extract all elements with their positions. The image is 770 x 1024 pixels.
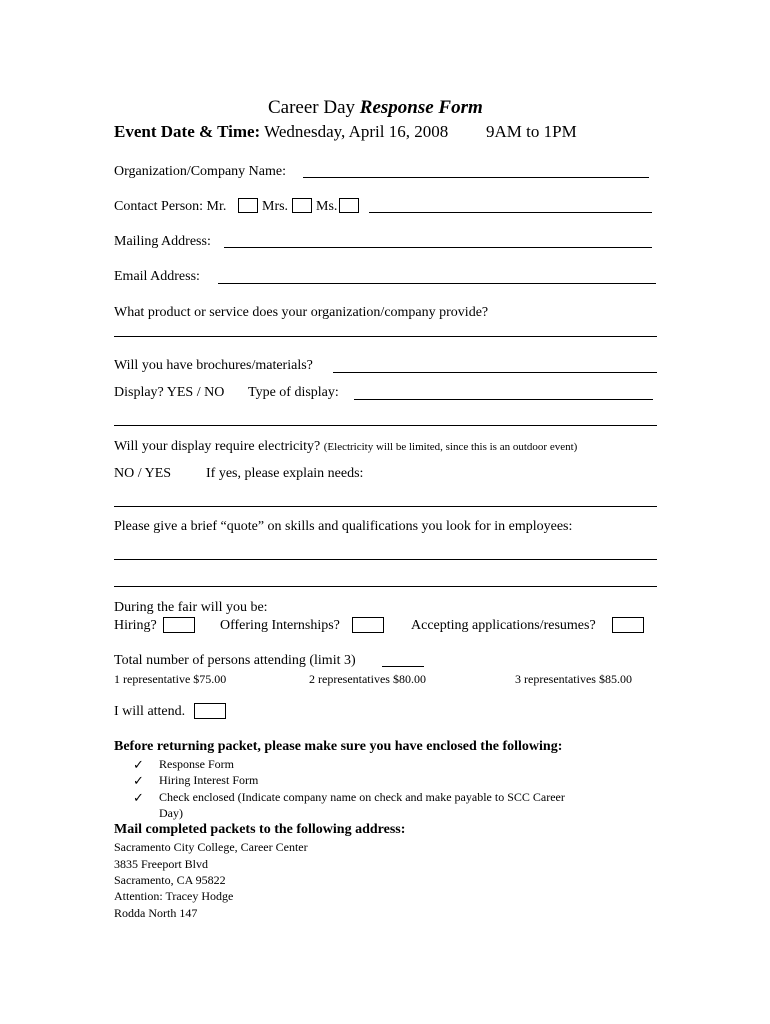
mail-address-line: 3835 Freeport Blvd [114, 857, 208, 871]
no-yes-label: NO / YES [114, 466, 172, 481]
checklist-heading: Before returning packet, please make sure you have enclosed the following: [114, 739, 563, 754]
organization-field[interactable] [303, 177, 649, 178]
event-line [114, 122, 448, 142]
product-answer-field[interactable] [114, 336, 657, 337]
rep3-price: 3 representatives $85.00 [515, 672, 632, 686]
ms-checkbox[interactable] [339, 198, 359, 213]
display-type-label: Type of display: [248, 385, 339, 400]
mr-checkbox[interactable] [238, 198, 258, 213]
mail-address-line: Sacramento City College, Career Center [114, 840, 308, 854]
electricity-question [114, 439, 577, 455]
electricity-question-text: Will your display require electricity? [114, 439, 321, 454]
contact-name-field[interactable] [369, 212, 652, 213]
event-time: 9AM to 1PM [486, 122, 577, 141]
mailing-field[interactable] [224, 247, 652, 248]
mail-heading: Mail completed packets to the following address: [114, 822, 406, 837]
mailing-label: Mailing Address: [114, 234, 211, 249]
email-label: Email Address: [114, 269, 200, 284]
fair-intro: During the fair will you be: [114, 600, 268, 615]
brochures-label: Will you have brochures/materials? [114, 358, 313, 373]
organization-label: Organization/Company Name: [114, 164, 286, 179]
total-persons-label: Total number of persons attending (limit 3) [114, 653, 356, 668]
rep1-price: 1 representative $75.00 [114, 672, 227, 686]
applications-checkbox[interactable] [612, 617, 644, 633]
checklist-item: Response Form [159, 757, 234, 771]
display-label: Display? YES / NO [114, 385, 225, 400]
hiring-checkbox[interactable] [163, 617, 195, 633]
total-persons-field[interactable] [382, 666, 424, 667]
brochures-field[interactable] [333, 372, 657, 373]
check-icon: ✓ [133, 790, 144, 805]
attend-checkbox[interactable] [194, 703, 226, 719]
rep2-price: 2 representatives $80.00 [309, 672, 426, 686]
quote-field-2[interactable] [114, 586, 657, 587]
checklist-item: Hiring Interest Form [159, 773, 259, 787]
electricity-note: (Electricity will be limited, since this is an outdoor event) [323, 441, 578, 453]
internships-label: Offering Internships? [220, 618, 340, 633]
explain-label: If yes, please explain needs: [206, 466, 364, 481]
applications-label: Accepting applications/resumes? [411, 618, 596, 633]
display-type-field[interactable] [354, 399, 653, 400]
check-icon: ✓ [133, 757, 144, 772]
explain-field[interactable] [114, 506, 657, 507]
checklist-item: Check enclosed (Indicate company name on check and make payable to SCC Career [159, 790, 565, 804]
mrs-checkbox[interactable] [292, 198, 312, 213]
mail-address-line: Sacramento, CA 95822 [114, 873, 226, 887]
check-icon: ✓ [133, 773, 144, 788]
ms-label: Ms. [316, 199, 338, 214]
mail-address-line: Rodda North 147 [114, 906, 198, 920]
hiring-label: Hiring? [114, 618, 157, 633]
event-date: Wednesday, April 16, 2008 [264, 122, 449, 141]
title-italic: Response Form [359, 97, 483, 118]
internships-checkbox[interactable] [352, 617, 384, 633]
product-question: What product or service does your organization/company provide? [114, 305, 489, 320]
email-field[interactable] [218, 283, 656, 284]
attend-label: I will attend. [114, 704, 186, 719]
event-label: Event Date & Time: [114, 122, 261, 141]
checklist-item: Day) [159, 806, 183, 820]
mail-address-line: Attention: Tracey Hodge [114, 889, 234, 903]
quote-question: Please give a brief “quote” on skills and qualifications you look for in employees: [114, 519, 573, 534]
title-plain: Career Day [268, 97, 356, 118]
quote-field-1[interactable] [114, 559, 657, 560]
contact-person-label: Contact Person: Mr. [114, 199, 227, 214]
mrs-label: Mrs. [262, 199, 289, 214]
page-title [268, 97, 483, 119]
display-extra-field[interactable] [114, 425, 657, 426]
